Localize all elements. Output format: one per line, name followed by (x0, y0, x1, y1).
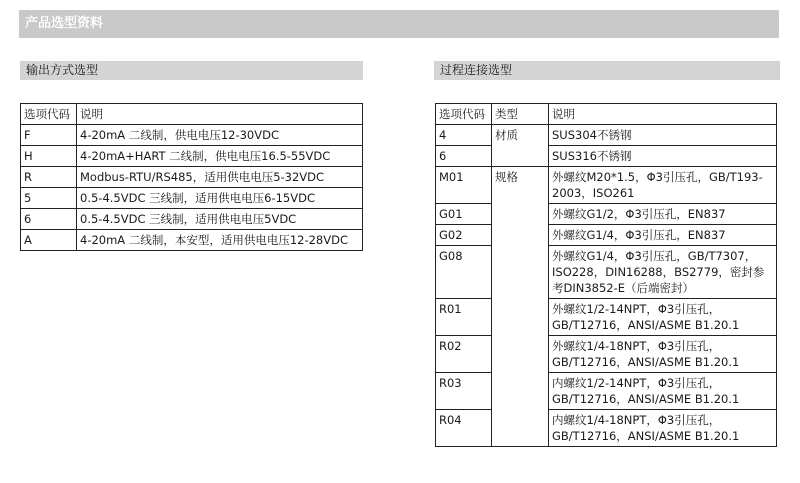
option-code: R (21, 167, 77, 188)
table-row (21, 125, 363, 146)
option-desc: 外螺纹G1/4，Φ3引压孔，EN837 (549, 225, 777, 246)
table-header-row (21, 104, 363, 125)
option-desc: SUS304不锈钢 (549, 125, 777, 146)
option-code: G01 (436, 204, 492, 225)
option-desc: 4-20mA+HART 二线制，供电电压16.5-55VDC (77, 146, 363, 167)
page-title-bar (19, 10, 779, 38)
option-code: 4 (436, 125, 492, 146)
table-row (436, 336, 777, 373)
option-desc: 4-20mA 二线制，供电电压12-30VDC (77, 125, 363, 146)
option-desc: 0.5-4.5VDC 三线制，适用供电电压6-15VDC (77, 188, 363, 209)
table-row (21, 209, 363, 230)
option-code: 5 (21, 188, 77, 209)
table-row (436, 204, 777, 225)
table-row (21, 167, 363, 188)
option-code: R04 (436, 410, 492, 447)
option-desc: 外螺纹1/4-18NPT，Φ3引压孔，GB/T12716，ANSI/ASME B1.20.1 (549, 336, 777, 373)
option-code: 6 (436, 146, 492, 167)
option-desc: 内螺纹1/2-14NPT，Φ3引压孔，GB/T12716，ANSI/ASME B1.20.1 (549, 373, 777, 410)
process-table (435, 103, 777, 447)
table-row (436, 125, 777, 146)
table-row (436, 146, 777, 167)
option-code: F (21, 125, 77, 146)
table-row (436, 246, 777, 299)
option-desc: 外螺纹1/2-14NPT，Φ3引压孔，GB/T12716，ANSI/ASME B1.20.1 (549, 299, 777, 336)
table-row (436, 167, 777, 204)
option-code: H (21, 146, 77, 167)
table-row (436, 410, 777, 447)
process-section-header (434, 61, 780, 80)
column-header: 类型 (492, 104, 549, 125)
option-code: 6 (21, 209, 77, 230)
output-table (20, 103, 363, 251)
option-desc: 外螺纹G1/4，Φ3引压孔，GB/T7307，ISO228，DIN16288，BS2779，密封参考DIN3852-E（后端密封） (549, 246, 777, 299)
option-code: R01 (436, 299, 492, 336)
process-section-title: 过程连接选型 (440, 63, 513, 77)
column-header: 选项代码 (436, 104, 492, 125)
option-desc: SUS316不锈钢 (549, 146, 777, 167)
table-header-row (436, 104, 777, 125)
option-desc: 外螺纹M20*1.5，Φ3引压孔，GB/T193-2003，ISO261 (549, 167, 777, 204)
option-desc: 内螺纹1/4-18NPT，Φ3引压孔，GB/T12716，ANSI/ASME B1.20.1 (549, 410, 777, 447)
option-desc: 4-20mA 二线制，本安型，适用供电电压12-28VDC (77, 230, 363, 251)
table-row (436, 299, 777, 336)
column-header: 说明 (77, 104, 363, 125)
option-desc: Modbus-RTU/RS485，适用供电电压5-32VDC (77, 167, 363, 188)
option-desc: 外螺纹G1/2，Φ3引压孔，EN837 (549, 204, 777, 225)
column-header: 说明 (549, 104, 777, 125)
table-row (21, 230, 363, 251)
option-desc: 0.5-4.5VDC 三线制，适用供电电压5VDC (77, 209, 363, 230)
table-row (436, 225, 777, 246)
page-title: 产品选型资料 (25, 16, 104, 31)
option-code: G08 (436, 246, 492, 299)
column-header: 选项代码 (21, 104, 77, 125)
option-code: A (21, 230, 77, 251)
option-code: M01 (436, 167, 492, 204)
output-section-header (20, 61, 363, 80)
option-code: R02 (436, 336, 492, 373)
type-material: 材质 (492, 125, 549, 167)
output-section-title: 输出方式选型 (26, 63, 99, 77)
table-row (21, 146, 363, 167)
table-row (21, 188, 363, 209)
option-code: R03 (436, 373, 492, 410)
option-code: G02 (436, 225, 492, 246)
type-spec: 规格 (492, 167, 549, 447)
table-row (436, 373, 777, 410)
